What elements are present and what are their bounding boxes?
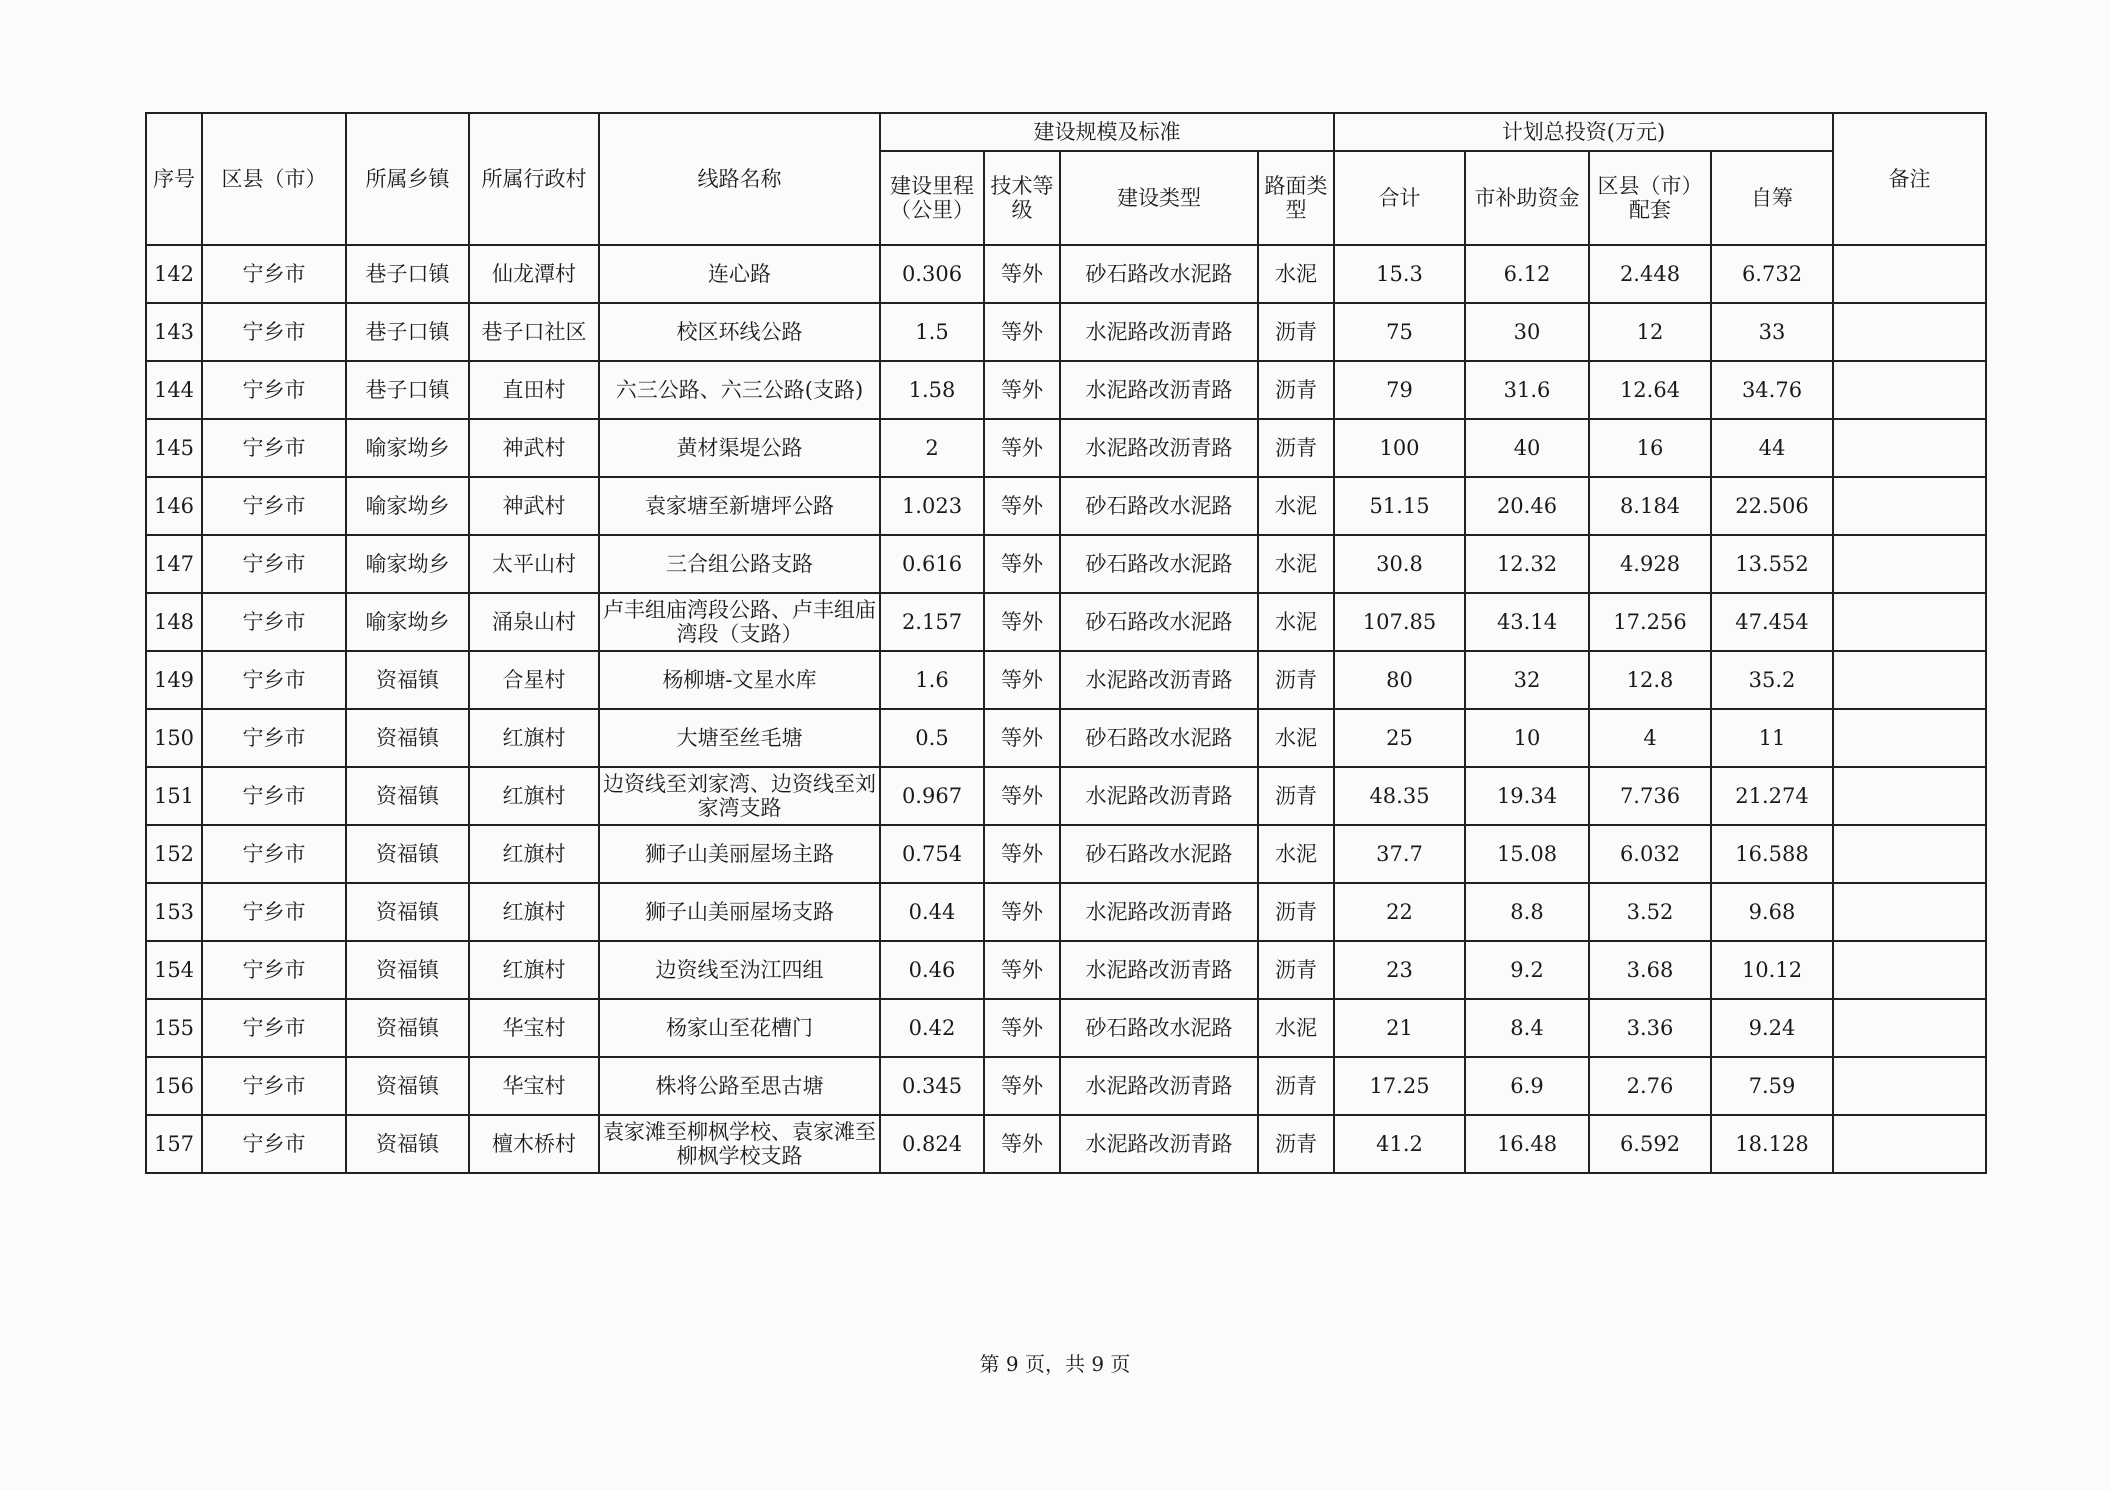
header-seq: 序号 — [146, 113, 202, 245]
cell-mileage: 1.6 — [880, 651, 984, 709]
cell-remark — [1833, 999, 1986, 1057]
table-row — [146, 651, 1986, 709]
cell-village: 神武村 — [469, 477, 599, 535]
cell-total: 107.85 — [1334, 593, 1465, 651]
cell-route: 边资线至刘家湾、边资线至刘家湾支路 — [599, 767, 880, 825]
cell-city-subsidy: 31.6 — [1465, 361, 1589, 419]
cell-route: 黄材渠堤公路 — [599, 419, 880, 477]
cell-seq: 146 — [146, 477, 202, 535]
cell-city-subsidy: 6.9 — [1465, 1057, 1589, 1115]
cell-tech-grade: 等外 — [984, 1115, 1060, 1173]
cell-seq: 152 — [146, 825, 202, 883]
cell-township: 巷子口镇 — [346, 245, 469, 303]
cell-surface-type: 沥青 — [1258, 883, 1334, 941]
cell-total: 100 — [1334, 419, 1465, 477]
cell-mileage: 0.616 — [880, 535, 984, 593]
table-row — [146, 883, 1986, 941]
table-row — [146, 1115, 1986, 1173]
table-row — [146, 419, 1986, 477]
cell-county-match: 4 — [1589, 709, 1711, 767]
cell-self-raised: 13.552 — [1711, 535, 1833, 593]
cell-city-subsidy: 16.48 — [1465, 1115, 1589, 1173]
cell-build-type: 水泥路改沥青路 — [1060, 1115, 1258, 1173]
cell-village: 直田村 — [469, 361, 599, 419]
cell-county: 宁乡市 — [202, 1057, 346, 1115]
header-city-subsidy: 市补助资金 — [1465, 151, 1589, 245]
cell-city-subsidy: 6.12 — [1465, 245, 1589, 303]
cell-seq: 142 — [146, 245, 202, 303]
cell-tech-grade: 等外 — [984, 535, 1060, 593]
page-number: 第 9 页，共 9 页 — [979, 1352, 1131, 1376]
cell-city-subsidy: 9.2 — [1465, 941, 1589, 999]
header-county: 区县（市） — [202, 113, 346, 245]
cell-township: 资福镇 — [346, 825, 469, 883]
cell-self-raised: 7.59 — [1711, 1057, 1833, 1115]
cell-county-match: 2.76 — [1589, 1057, 1711, 1115]
cell-city-subsidy: 8.4 — [1465, 999, 1589, 1057]
cell-seq: 144 — [146, 361, 202, 419]
cell-seq: 143 — [146, 303, 202, 361]
table-row — [146, 477, 1986, 535]
cell-self-raised: 44 — [1711, 419, 1833, 477]
cell-county: 宁乡市 — [202, 303, 346, 361]
cell-total: 30.8 — [1334, 535, 1465, 593]
table-row — [146, 593, 1986, 651]
cell-self-raised: 21.274 — [1711, 767, 1833, 825]
header-invest-group: 计划总投资(万元) — [1334, 113, 1833, 151]
cell-build-type: 水泥路改沥青路 — [1060, 767, 1258, 825]
cell-seq: 154 — [146, 941, 202, 999]
table-row — [146, 245, 1986, 303]
cell-total: 37.7 — [1334, 825, 1465, 883]
cell-self-raised: 6.732 — [1711, 245, 1833, 303]
cell-county-match: 4.928 — [1589, 535, 1711, 593]
cell-county-match: 12.8 — [1589, 651, 1711, 709]
cell-county: 宁乡市 — [202, 883, 346, 941]
cell-seq: 148 — [146, 593, 202, 651]
header-build-type: 建设类型 — [1060, 151, 1258, 245]
cell-village: 红旗村 — [469, 709, 599, 767]
cell-route: 大塘至丝毛塘 — [599, 709, 880, 767]
cell-seq: 147 — [146, 535, 202, 593]
cell-village: 巷子口社区 — [469, 303, 599, 361]
cell-route: 杨家山至花槽门 — [599, 999, 880, 1057]
table-row — [146, 941, 1986, 999]
cell-mileage: 0.5 — [880, 709, 984, 767]
cell-total: 75 — [1334, 303, 1465, 361]
cell-township: 喻家坳乡 — [346, 593, 469, 651]
cell-remark — [1833, 825, 1986, 883]
cell-surface-type: 水泥 — [1258, 593, 1334, 651]
cell-self-raised: 9.68 — [1711, 883, 1833, 941]
cell-surface-type: 沥青 — [1258, 303, 1334, 361]
table-row — [146, 1057, 1986, 1115]
cell-mileage: 0.754 — [880, 825, 984, 883]
cell-township: 喻家坳乡 — [346, 535, 469, 593]
header-scale-group: 建设规模及标准 — [880, 113, 1334, 151]
cell-village: 合星村 — [469, 651, 599, 709]
cell-surface-type: 水泥 — [1258, 245, 1334, 303]
cell-county-match: 3.68 — [1589, 941, 1711, 999]
cell-village: 华宝村 — [469, 1057, 599, 1115]
cell-route: 三合组公路支路 — [599, 535, 880, 593]
cell-surface-type: 沥青 — [1258, 361, 1334, 419]
cell-county: 宁乡市 — [202, 361, 346, 419]
cell-surface-type: 水泥 — [1258, 825, 1334, 883]
table-row — [146, 999, 1986, 1057]
cell-surface-type: 沥青 — [1258, 651, 1334, 709]
cell-remark — [1833, 245, 1986, 303]
cell-county-match: 2.448 — [1589, 245, 1711, 303]
cell-mileage: 0.824 — [880, 1115, 984, 1173]
header-self-raised: 自筹 — [1711, 151, 1833, 245]
cell-build-type: 砂石路改水泥路 — [1060, 245, 1258, 303]
cell-build-type: 砂石路改水泥路 — [1060, 999, 1258, 1057]
cell-surface-type: 沥青 — [1258, 1057, 1334, 1115]
cell-build-type: 砂石路改水泥路 — [1060, 593, 1258, 651]
cell-county: 宁乡市 — [202, 419, 346, 477]
cell-self-raised: 18.128 — [1711, 1115, 1833, 1173]
cell-build-type: 砂石路改水泥路 — [1060, 535, 1258, 593]
cell-self-raised: 34.76 — [1711, 361, 1833, 419]
table-row — [146, 361, 1986, 419]
header-remark: 备注 — [1833, 113, 1986, 245]
cell-city-subsidy: 43.14 — [1465, 593, 1589, 651]
cell-city-subsidy: 15.08 — [1465, 825, 1589, 883]
cell-seq: 145 — [146, 419, 202, 477]
cell-county-match: 17.256 — [1589, 593, 1711, 651]
cell-township: 喻家坳乡 — [346, 477, 469, 535]
cell-build-type: 砂石路改水泥路 — [1060, 825, 1258, 883]
cell-remark — [1833, 709, 1986, 767]
cell-mileage: 1.58 — [880, 361, 984, 419]
cell-total: 23 — [1334, 941, 1465, 999]
cell-route: 边资线至沩江四组 — [599, 941, 880, 999]
cell-remark — [1833, 1115, 1986, 1173]
cell-total: 22 — [1334, 883, 1465, 941]
header-county-match: 区县（市）配套 — [1589, 151, 1711, 245]
table-header — [146, 113, 1986, 245]
cell-seq: 151 — [146, 767, 202, 825]
cell-surface-type: 沥青 — [1258, 767, 1334, 825]
cell-tech-grade: 等外 — [984, 1057, 1060, 1115]
cell-township: 资福镇 — [346, 1115, 469, 1173]
cell-remark — [1833, 535, 1986, 593]
cell-village: 红旗村 — [469, 825, 599, 883]
cell-remark — [1833, 1057, 1986, 1115]
cell-county-match: 6.592 — [1589, 1115, 1711, 1173]
cell-county: 宁乡市 — [202, 999, 346, 1057]
cell-total: 15.3 — [1334, 245, 1465, 303]
table-row — [146, 709, 1986, 767]
cell-mileage: 1.5 — [880, 303, 984, 361]
cell-tech-grade: 等外 — [984, 825, 1060, 883]
cell-surface-type: 沥青 — [1258, 419, 1334, 477]
cell-total: 79 — [1334, 361, 1465, 419]
cell-remark — [1833, 361, 1986, 419]
cell-village: 太平山村 — [469, 535, 599, 593]
cell-total: 41.2 — [1334, 1115, 1465, 1173]
cell-county: 宁乡市 — [202, 767, 346, 825]
cell-surface-type: 沥青 — [1258, 1115, 1334, 1173]
cell-village: 红旗村 — [469, 941, 599, 999]
road-project-table — [145, 112, 1987, 1174]
cell-seq: 157 — [146, 1115, 202, 1173]
cell-build-type: 水泥路改沥青路 — [1060, 419, 1258, 477]
cell-county: 宁乡市 — [202, 477, 346, 535]
cell-township: 资福镇 — [346, 1057, 469, 1115]
cell-seq: 156 — [146, 1057, 202, 1115]
cell-mileage: 0.44 — [880, 883, 984, 941]
cell-tech-grade: 等外 — [984, 303, 1060, 361]
cell-self-raised: 47.454 — [1711, 593, 1833, 651]
cell-mileage: 0.306 — [880, 245, 984, 303]
cell-tech-grade: 等外 — [984, 419, 1060, 477]
cell-total: 80 — [1334, 651, 1465, 709]
cell-city-subsidy: 19.34 — [1465, 767, 1589, 825]
cell-county: 宁乡市 — [202, 825, 346, 883]
cell-tech-grade: 等外 — [984, 651, 1060, 709]
header-total: 合计 — [1334, 151, 1465, 245]
cell-county-match: 7.736 — [1589, 767, 1711, 825]
cell-tech-grade: 等外 — [984, 999, 1060, 1057]
cell-surface-type: 水泥 — [1258, 535, 1334, 593]
cell-county: 宁乡市 — [202, 1115, 346, 1173]
cell-surface-type: 水泥 — [1258, 999, 1334, 1057]
cell-remark — [1833, 941, 1986, 999]
table-row — [146, 535, 1986, 593]
cell-county-match: 3.52 — [1589, 883, 1711, 941]
cell-county: 宁乡市 — [202, 651, 346, 709]
cell-county-match: 6.032 — [1589, 825, 1711, 883]
table-body — [146, 245, 1986, 1173]
cell-tech-grade: 等外 — [984, 709, 1060, 767]
cell-mileage: 2.157 — [880, 593, 984, 651]
cell-self-raised: 16.588 — [1711, 825, 1833, 883]
cell-city-subsidy: 8.8 — [1465, 883, 1589, 941]
cell-tech-grade: 等外 — [984, 361, 1060, 419]
cell-village: 檀木桥村 — [469, 1115, 599, 1173]
cell-county-match: 12 — [1589, 303, 1711, 361]
cell-county: 宁乡市 — [202, 535, 346, 593]
cell-build-type: 砂石路改水泥路 — [1060, 477, 1258, 535]
cell-mileage: 0.967 — [880, 767, 984, 825]
cell-city-subsidy: 32 — [1465, 651, 1589, 709]
cell-remark — [1833, 883, 1986, 941]
cell-build-type: 水泥路改沥青路 — [1060, 651, 1258, 709]
cell-city-subsidy: 30 — [1465, 303, 1589, 361]
cell-total: 51.15 — [1334, 477, 1465, 535]
cell-remark — [1833, 419, 1986, 477]
header-township: 所属乡镇 — [346, 113, 469, 245]
cell-village: 神武村 — [469, 419, 599, 477]
cell-township: 喻家坳乡 — [346, 419, 469, 477]
cell-seq: 149 — [146, 651, 202, 709]
cell-self-raised: 35.2 — [1711, 651, 1833, 709]
cell-county-match: 8.184 — [1589, 477, 1711, 535]
cell-tech-grade: 等外 — [984, 941, 1060, 999]
cell-route: 袁家滩至柳枫学校、袁家滩至柳枫学校支路 — [599, 1115, 880, 1173]
cell-route: 连心路 — [599, 245, 880, 303]
cell-self-raised: 10.12 — [1711, 941, 1833, 999]
cell-remark — [1833, 593, 1986, 651]
cell-county: 宁乡市 — [202, 941, 346, 999]
cell-surface-type: 沥青 — [1258, 941, 1334, 999]
cell-township: 资福镇 — [346, 883, 469, 941]
cell-city-subsidy: 20.46 — [1465, 477, 1589, 535]
cell-county-match: 16 — [1589, 419, 1711, 477]
header-surface-type: 路面类型 — [1258, 151, 1334, 245]
table-row — [146, 303, 1986, 361]
cell-remark — [1833, 303, 1986, 361]
header-tech-grade: 技术等级 — [984, 151, 1060, 245]
cell-village: 红旗村 — [469, 767, 599, 825]
cell-route: 杨柳塘-文星水库 — [599, 651, 880, 709]
cell-total: 48.35 — [1334, 767, 1465, 825]
cell-remark — [1833, 651, 1986, 709]
cell-route: 卢丰组庙湾段公路、卢丰组庙湾段（支路） — [599, 593, 880, 651]
cell-tech-grade: 等外 — [984, 477, 1060, 535]
table-row — [146, 825, 1986, 883]
header-mileage: 建设里程（公里） — [880, 151, 984, 245]
cell-build-type: 水泥路改沥青路 — [1060, 303, 1258, 361]
cell-self-raised: 9.24 — [1711, 999, 1833, 1057]
cell-township: 资福镇 — [346, 767, 469, 825]
cell-tech-grade: 等外 — [984, 593, 1060, 651]
cell-county: 宁乡市 — [202, 593, 346, 651]
cell-county: 宁乡市 — [202, 245, 346, 303]
cell-self-raised: 22.506 — [1711, 477, 1833, 535]
cell-county: 宁乡市 — [202, 709, 346, 767]
cell-seq: 153 — [146, 883, 202, 941]
cell-route: 校区环线公路 — [599, 303, 880, 361]
cell-remark — [1833, 477, 1986, 535]
cell-build-type: 水泥路改沥青路 — [1060, 1057, 1258, 1115]
cell-route: 株将公路至思古塘 — [599, 1057, 880, 1115]
cell-total: 17.25 — [1334, 1057, 1465, 1115]
cell-county-match: 12.64 — [1589, 361, 1711, 419]
cell-village: 华宝村 — [469, 999, 599, 1057]
cell-tech-grade: 等外 — [984, 767, 1060, 825]
cell-seq: 150 — [146, 709, 202, 767]
cell-total: 25 — [1334, 709, 1465, 767]
cell-tech-grade: 等外 — [984, 245, 1060, 303]
cell-self-raised: 11 — [1711, 709, 1833, 767]
cell-route: 六三公路、六三公路(支路) — [599, 361, 880, 419]
cell-township: 资福镇 — [346, 999, 469, 1057]
cell-build-type: 水泥路改沥青路 — [1060, 361, 1258, 419]
cell-total: 21 — [1334, 999, 1465, 1057]
cell-mileage: 1.023 — [880, 477, 984, 535]
cell-remark — [1833, 767, 1986, 825]
cell-seq: 155 — [146, 999, 202, 1057]
cell-township: 巷子口镇 — [346, 303, 469, 361]
header-route: 线路名称 — [599, 113, 880, 245]
cell-mileage: 0.46 — [880, 941, 984, 999]
cell-city-subsidy: 10 — [1465, 709, 1589, 767]
cell-township: 资福镇 — [346, 941, 469, 999]
cell-build-type: 水泥路改沥青路 — [1060, 941, 1258, 999]
cell-township: 资福镇 — [346, 651, 469, 709]
cell-build-type: 砂石路改水泥路 — [1060, 709, 1258, 767]
cell-township: 资福镇 — [346, 709, 469, 767]
cell-route: 狮子山美丽屋场主路 — [599, 825, 880, 883]
cell-village: 仙龙潭村 — [469, 245, 599, 303]
cell-mileage: 0.42 — [880, 999, 984, 1057]
cell-mileage: 0.345 — [880, 1057, 984, 1115]
cell-route: 狮子山美丽屋场支路 — [599, 883, 880, 941]
cell-route: 袁家塘至新塘坪公路 — [599, 477, 880, 535]
cell-tech-grade: 等外 — [984, 883, 1060, 941]
cell-surface-type: 水泥 — [1258, 709, 1334, 767]
cell-mileage: 2 — [880, 419, 984, 477]
cell-city-subsidy: 40 — [1465, 419, 1589, 477]
cell-city-subsidy: 12.32 — [1465, 535, 1589, 593]
cell-build-type: 水泥路改沥青路 — [1060, 883, 1258, 941]
cell-county-match: 3.36 — [1589, 999, 1711, 1057]
cell-township: 巷子口镇 — [346, 361, 469, 419]
header-village: 所属行政村 — [469, 113, 599, 245]
cell-self-raised: 33 — [1711, 303, 1833, 361]
cell-surface-type: 水泥 — [1258, 477, 1334, 535]
table-row — [146, 767, 1986, 825]
cell-village: 涌泉山村 — [469, 593, 599, 651]
cell-village: 红旗村 — [469, 883, 599, 941]
